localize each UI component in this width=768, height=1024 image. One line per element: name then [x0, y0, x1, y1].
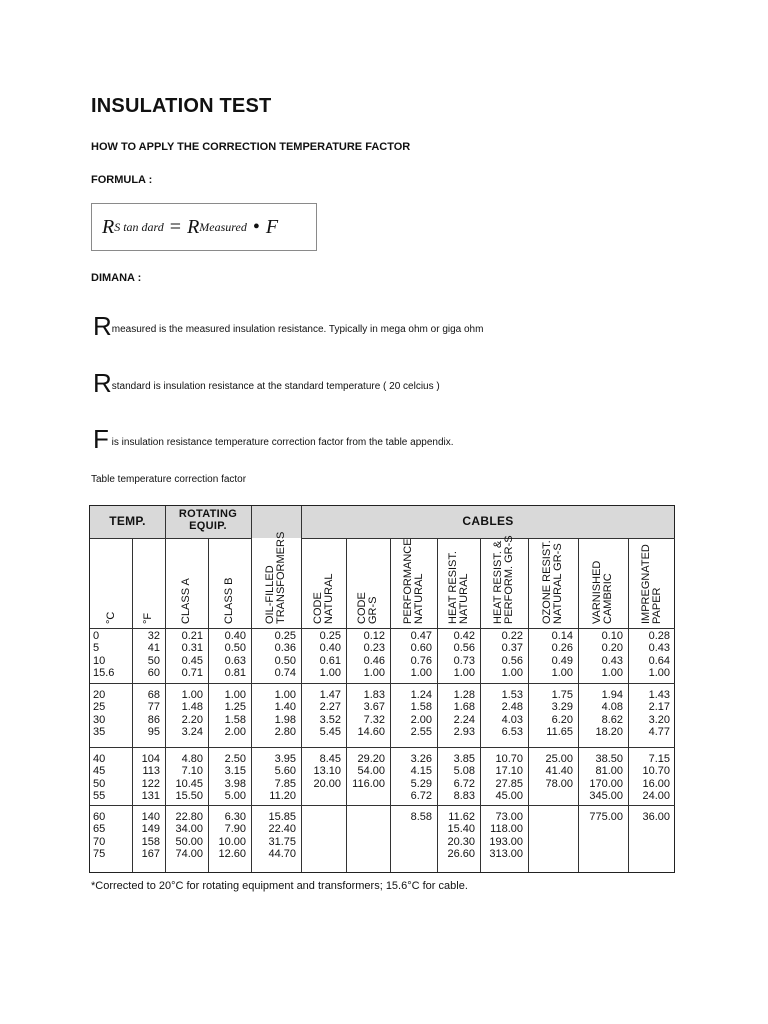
table-cell: 149: [141, 823, 160, 836]
table-cell: 7.15: [648, 753, 670, 765]
table-cell: 4.03: [501, 713, 523, 726]
table-cell: 0.43: [601, 654, 623, 667]
column-header: OZONE RESIST.: [541, 540, 553, 624]
table-cell: 10.70: [642, 765, 670, 778]
table-cell: 6.72: [453, 777, 475, 790]
table-cell: 4.08: [601, 701, 623, 714]
table-cell: 41: [147, 642, 160, 655]
table-cell: 73.00: [495, 811, 523, 823]
table-cell: 3.95: [274, 753, 296, 765]
definition-letter: F: [93, 424, 109, 454]
table-cell: 116.00: [352, 777, 385, 790]
table-cell: 54.00: [357, 765, 385, 778]
table-cell: 15.40: [447, 823, 475, 836]
column-header: °C: [104, 611, 117, 624]
table-cell: 2.50: [224, 753, 246, 765]
column-divider: [390, 538, 391, 872]
column-divider: [528, 538, 529, 872]
table-cell: 3.20: [648, 713, 670, 726]
table-cell: 0.20: [601, 642, 623, 655]
definition-letter: R: [93, 368, 112, 398]
table-cell: 0.31: [181, 642, 203, 655]
table-cell: 75: [93, 848, 106, 861]
table-cell: 2.20: [181, 713, 203, 726]
table-cell: 0.47: [410, 630, 432, 642]
table-cell: 22.80: [175, 811, 203, 823]
table-cell: 11.62: [448, 811, 475, 823]
column-header: OIL-FILLED: [264, 565, 276, 624]
formula-label: FORMULA :: [91, 174, 153, 186]
column-header: °F: [142, 612, 154, 624]
table-cell: 6.30: [224, 811, 246, 823]
table-cell: 45.00: [495, 790, 523, 803]
table-cell: 8.58: [410, 811, 432, 823]
definition-r-measured: [93, 311, 483, 342]
table-cell: 1.25: [224, 701, 246, 714]
table-cell: 60: [93, 811, 106, 823]
table-cell: 95: [147, 726, 160, 739]
table-cell: 20.00: [313, 777, 341, 790]
column-header: CLASS B: [223, 577, 235, 624]
table-cell: 7.10: [181, 765, 203, 778]
column-header: NATURAL GR-S: [552, 543, 564, 624]
table-caption: Table temperature correction factor: [91, 474, 247, 485]
table-cell: 27.85: [495, 777, 523, 790]
table-cell: 5.60: [274, 765, 296, 778]
table-cell: 104: [141, 753, 160, 765]
table-cell: 65: [93, 823, 106, 836]
column-divider: [346, 538, 347, 872]
table-cell: 2.27: [319, 701, 341, 714]
table-cell: 77: [147, 701, 160, 714]
formula-lhs: R: [102, 215, 115, 238]
table-cell: 34.00: [175, 823, 203, 836]
table-cell: 1.47: [319, 689, 341, 701]
table-cell: 38.50: [595, 753, 623, 765]
table-cell: 7.90: [224, 823, 246, 836]
table-cell: 41.40: [545, 765, 573, 778]
table-cell: 167: [141, 848, 160, 861]
table-cell: 2.17: [648, 701, 670, 714]
table-cell: 1.53: [501, 689, 523, 701]
table-cell: 25.00: [545, 753, 573, 765]
table-cell: 1.28: [453, 689, 475, 701]
table-cell: 5.45: [319, 726, 341, 739]
group-rotating: ROTATING EQUIP.: [178, 508, 238, 532]
table-cell: 0.25: [274, 630, 296, 642]
table-cell: 12.60: [218, 848, 246, 861]
table-cell: 131: [141, 790, 160, 803]
column-header: CODE: [311, 592, 324, 624]
table-cell: 44.70: [268, 848, 296, 861]
table-cell: 0.28: [648, 630, 670, 642]
table-cell: 40: [93, 753, 106, 765]
table-cell: 0.50: [274, 654, 296, 667]
table-cell: 1.00: [501, 667, 523, 680]
table-cell: 1.98: [274, 713, 296, 726]
table-cell: 2.93: [453, 726, 475, 739]
table-cell: 1.00: [363, 667, 385, 680]
table-cell: 4.80: [181, 753, 203, 765]
table-cell: 1.00: [648, 667, 670, 680]
table-cell: 8.62: [601, 713, 623, 726]
table-cell: 0.56: [501, 654, 523, 667]
table-footnote: *Corrected to 20°C for rotating equipment and transformers; 15.6°C for cable.: [91, 880, 468, 892]
table-cell: 16.00: [642, 777, 670, 790]
table-cell: 70: [93, 835, 106, 848]
table-cell: 22.40: [268, 823, 296, 836]
dimana-label: DIMANA :: [91, 272, 142, 284]
table-cell: 18.20: [595, 726, 623, 739]
table-cell: 118.00: [490, 823, 523, 836]
table-cell: 3.15: [224, 765, 246, 778]
definition-f: [93, 424, 454, 455]
table-cell: 2.00: [410, 713, 432, 726]
rule-temp-group: [90, 538, 165, 539]
table-cell: 20.30: [447, 835, 475, 848]
table-cell: 0: [93, 630, 100, 642]
table-cell: 6.72: [410, 790, 432, 803]
table-cell: 2.48: [501, 701, 523, 714]
table-cell: 3.98: [224, 777, 246, 790]
column-header: CODE: [356, 592, 368, 624]
table-cell: 170.00: [589, 777, 623, 790]
column-header: HEAT RESIST.: [446, 551, 459, 624]
column-header: GR-S: [367, 596, 379, 624]
table-cell: 10.70: [495, 753, 523, 765]
table-cell: 313.00: [489, 848, 523, 861]
table-cell: 1.00: [551, 667, 573, 680]
table-cell: 0.45: [181, 654, 203, 667]
table-cell: 7.32: [363, 713, 385, 726]
table-cell: 0.40: [224, 630, 246, 642]
table-cell: 60: [147, 667, 160, 680]
table-cell: 0.76: [410, 654, 432, 667]
column-header: VARNISHED: [591, 560, 603, 624]
table-cell: 1.00: [410, 667, 432, 680]
table-cell: 1.48: [181, 701, 203, 714]
table-cell: 775.00: [589, 811, 623, 823]
table-cell: 0.56: [453, 642, 475, 655]
table-cell: 1.00: [601, 667, 623, 680]
table-cell: 5.00: [224, 790, 246, 803]
table-cell: 2.80: [274, 726, 296, 739]
table-cell: 15.85: [268, 811, 296, 823]
table-cell: 0.61: [319, 654, 341, 667]
table-cell: 1.43: [648, 689, 670, 701]
subtitle: HOW TO APPLY THE CORRECTION TEMPERATURE FACTOR: [91, 141, 411, 153]
column-divider: [251, 506, 252, 872]
correction-factor-table: [89, 505, 675, 873]
definition-letter: R: [93, 311, 112, 341]
table-cell: 15.6: [93, 667, 115, 680]
column-divider: [301, 506, 302, 872]
column-divider: [132, 538, 133, 872]
table-cell: 78.00: [545, 777, 573, 790]
group-temp: TEMP.: [109, 514, 146, 528]
table-cell: 0.12: [363, 630, 385, 642]
column-header: PERFORMANCE: [401, 538, 414, 624]
table-cell: 14.60: [357, 726, 385, 739]
table-cell: 113: [142, 765, 160, 778]
table-cell: 45: [93, 765, 106, 778]
table-cell: 50.00: [175, 835, 203, 848]
table-cell: 1.58: [410, 701, 432, 714]
table-cell: 1.00: [274, 689, 296, 701]
table-cell: 2.24: [453, 713, 475, 726]
table-cell: 0.36: [274, 642, 296, 655]
column-header: PAPER: [650, 587, 663, 624]
table-cell: 6.53: [501, 726, 523, 739]
table-cell: 24.00: [642, 790, 670, 803]
column-divider: [578, 538, 579, 872]
table-cell: 11.65: [546, 726, 573, 739]
table-cell: 158: [141, 835, 160, 848]
table-cell: 0.22: [501, 630, 523, 642]
group-cables: CABLES: [462, 514, 514, 528]
table-cell: 0.46: [363, 654, 385, 667]
table-cell: 0.10: [601, 630, 623, 642]
formula-rhs-sub: Measured: [199, 219, 247, 234]
table-cell: 86: [147, 713, 160, 726]
column-divider: [165, 506, 166, 872]
table-cell: 36.00: [642, 811, 670, 823]
column-header: NATURAL: [322, 573, 335, 624]
table-cell: 68: [147, 689, 160, 701]
column-divider: [628, 538, 629, 872]
table-cell: 35: [93, 726, 106, 739]
table-cell: 0.64: [648, 654, 670, 667]
table-cell: 10.00: [218, 835, 246, 848]
table-cell: 1.94: [601, 689, 623, 701]
table-cell: 10: [93, 654, 106, 667]
column-header: CAMBRIC: [602, 573, 614, 624]
table-cell: 1.00: [224, 689, 246, 701]
table-cell: 3.29: [551, 701, 573, 714]
formula-rhs: R: [187, 215, 200, 238]
rule-header-bottom: [90, 628, 675, 629]
table-cell: 0.71: [181, 667, 203, 680]
table-cell: 4.15: [410, 765, 432, 778]
table-cell: 3.24: [181, 726, 203, 739]
table-cell: 0.42: [453, 630, 475, 642]
table-cell: 5.29: [410, 777, 432, 790]
table-cell: 1.40: [274, 701, 296, 714]
table-cell: 13.10: [313, 765, 341, 778]
table-cell: 5: [93, 642, 100, 655]
table-cell: 1.58: [224, 713, 246, 726]
table-cell: 0.63: [224, 654, 246, 667]
table-cell: 3.85: [453, 753, 475, 765]
table-cell: 0.73: [453, 654, 475, 667]
table-cell: 0.21: [181, 630, 203, 642]
table-cell: 8.45: [319, 753, 341, 765]
rule-block-2: [90, 747, 675, 748]
table-cell: 3.52: [319, 713, 341, 726]
table-cell: 55: [93, 790, 106, 803]
table-cell: 25: [93, 701, 106, 714]
column-divider: [480, 538, 481, 872]
column-header: PERFORM. GR-S: [503, 535, 515, 624]
formula-lhs-sub: S tan dard: [114, 219, 164, 234]
table-cell: 0.40: [319, 642, 341, 655]
table-cell: 50: [93, 777, 106, 790]
table-cell: 7.85: [274, 777, 296, 790]
definition-r-standard: [93, 368, 440, 399]
table-cell: 81.00: [595, 765, 623, 778]
table-cell: 0.14: [551, 630, 573, 642]
table-cell: 31.75: [268, 835, 296, 848]
column-header: CLASS A: [180, 578, 192, 624]
column-header: IMPREGNATED: [639, 544, 652, 624]
formula-box: [91, 203, 317, 251]
table-cell: 2.55: [410, 726, 432, 739]
table-cell: 3.26: [410, 753, 432, 765]
table-cell: 140: [141, 811, 160, 823]
table-cell: 3.67: [363, 701, 385, 714]
table-cell: 0.74: [274, 667, 296, 680]
column-header: TRANSFORMERS: [275, 531, 287, 624]
table-cell: 30: [93, 713, 106, 726]
table-cell: 122: [141, 777, 160, 790]
formula-dot: •: [252, 215, 260, 238]
table-cell: 0.37: [501, 642, 523, 655]
table-cell: 1.24: [410, 689, 432, 701]
table-cell: 0.26: [551, 642, 573, 655]
table-cell: 20: [93, 689, 106, 701]
table-cell: 0.23: [363, 642, 385, 655]
table-cell: 11.20: [269, 790, 296, 803]
table-cell: 0.50: [224, 642, 246, 655]
column-divider: [208, 538, 209, 872]
table-cell: 0.60: [410, 642, 432, 655]
table-cell: 10.45: [175, 777, 203, 790]
table-cell: 193.00: [489, 835, 523, 848]
formula-equals: =: [169, 215, 182, 238]
table-cell: 4.77: [648, 726, 670, 739]
table-cell: 345.00: [589, 790, 623, 803]
rule-cables-group: [301, 538, 675, 539]
page-title: INSULATION TEST: [91, 95, 272, 117]
rule-block-1: [90, 683, 675, 684]
definition-text: is insulation resistance temperature correction factor from the table appendix.: [108, 437, 454, 448]
table-cell: 15.50: [175, 790, 203, 803]
rule-block-3: [90, 805, 675, 806]
table-cell: 1.68: [453, 701, 475, 714]
table-cell: 1.00: [453, 667, 475, 680]
table-cell: 74.00: [175, 848, 203, 861]
table-cell: 1.75: [551, 689, 573, 701]
column-header: NATURAL: [457, 573, 470, 624]
table-cell: 50: [147, 654, 160, 667]
table-cell: 5.08: [453, 765, 475, 778]
table-cell: 0.25: [319, 630, 341, 642]
column-header: NATURAL: [412, 573, 425, 624]
table-cell: 0.81: [224, 667, 246, 680]
column-header: HEAT RESIST. &: [492, 540, 504, 624]
definition-text: measured is the measured insulation resistance. Typically in mega ohm or giga ohm: [111, 324, 484, 335]
table-cell: 1.00: [181, 689, 203, 701]
table-cell: 1.83: [363, 689, 385, 701]
table-cell: 6.20: [551, 713, 573, 726]
table-cell: 0.49: [551, 654, 573, 667]
table-cell: 29.20: [357, 753, 385, 765]
table-cell: 8.83: [453, 790, 475, 803]
table-cell: 1.00: [319, 667, 341, 680]
table-cell: 17.10: [495, 765, 523, 778]
table-cell: 26.60: [447, 848, 475, 861]
table-cell: 0.43: [648, 642, 670, 655]
definition-text: standard is insulation resistance at the standard temperature ( 20 celcius ): [111, 381, 440, 392]
table-cell: 2.00: [224, 726, 246, 739]
formula-factor: F: [265, 215, 279, 238]
table-cell: 32: [147, 630, 160, 642]
column-divider: [437, 538, 438, 872]
